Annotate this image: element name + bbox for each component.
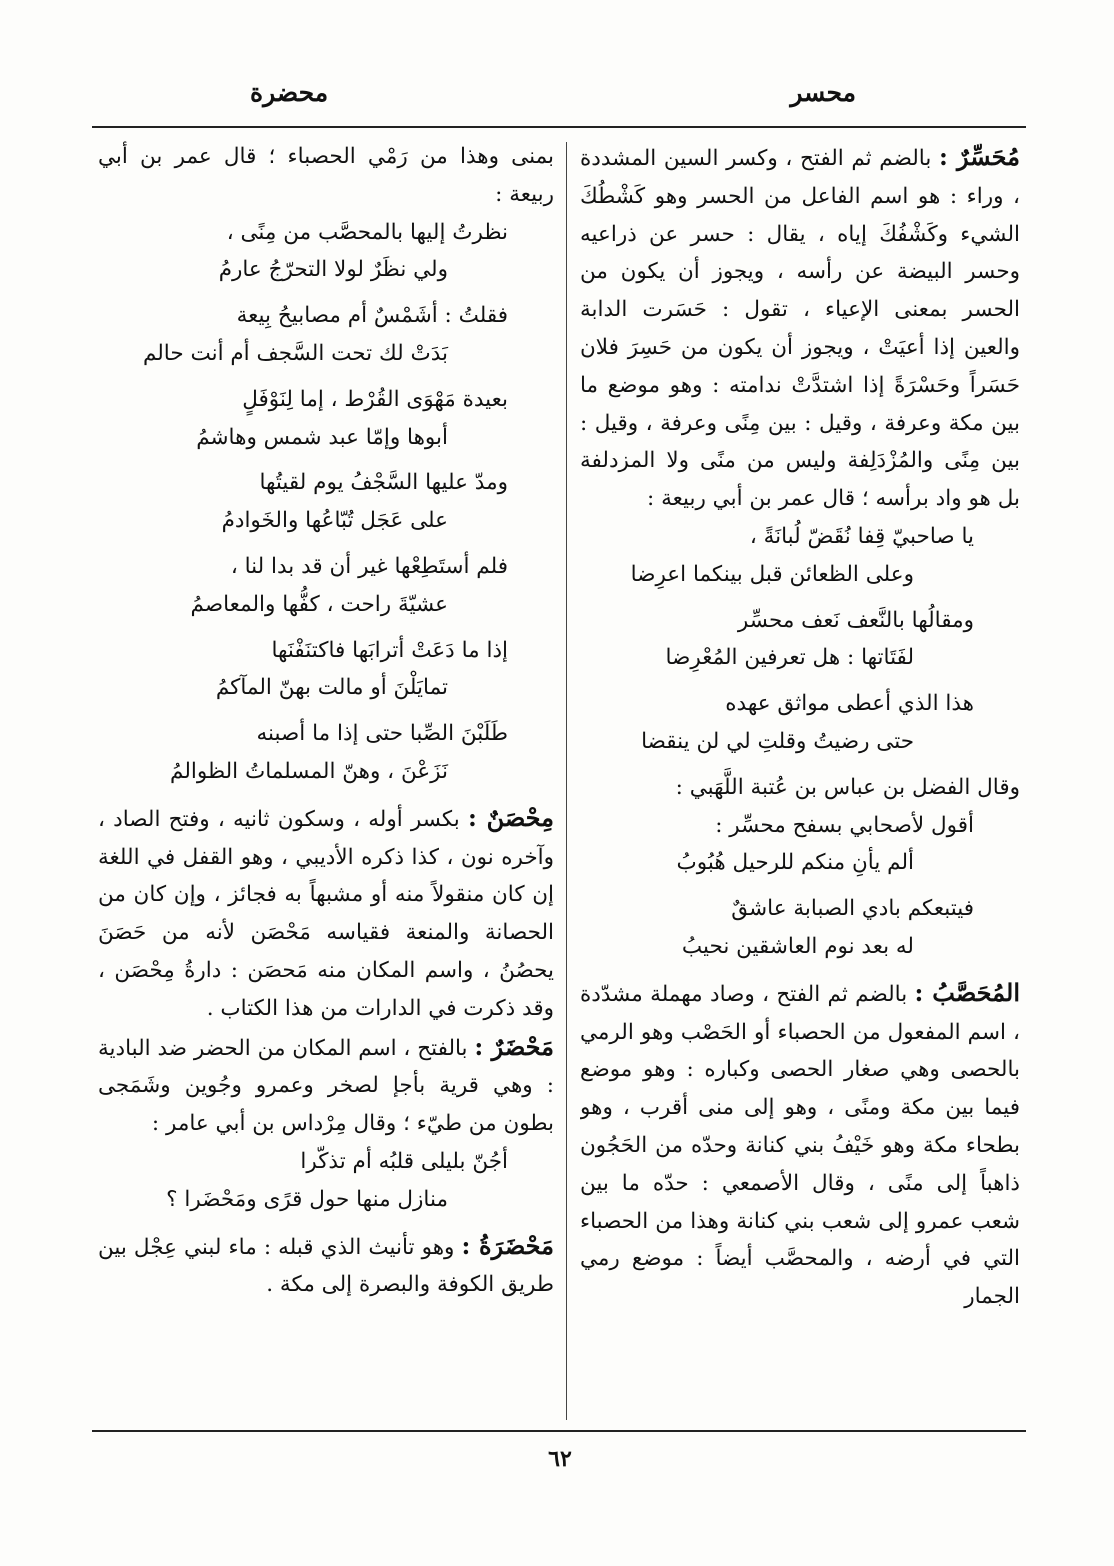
verse-gap — [580, 882, 1020, 890]
entry-headword: مَحْضَرَةُ : — [461, 1230, 554, 1260]
verse-line: نظرتُ إليها بالمحصَّب من مِنًى ، — [226, 219, 508, 245]
poem-verse — [98, 214, 554, 290]
verse-gap — [580, 761, 1020, 769]
verse-gap — [98, 373, 554, 381]
dictionary-entry — [580, 138, 1020, 518]
poem-verse — [580, 602, 1020, 678]
entry-headword: مَحْضَرٌ : — [474, 1031, 554, 1061]
running-header-right: محسر — [790, 78, 856, 107]
poem-verse — [98, 381, 554, 457]
poem-verse — [580, 518, 1020, 594]
poem-verse — [98, 715, 554, 791]
entry-text: وهو تأنيث الذي قبله : ماء لبني عِجْل بين طريق الكوفة والبصرة إلى مكة . — [98, 1234, 554, 1298]
verse-gap — [580, 966, 1020, 974]
top-rule — [92, 126, 1026, 128]
verse-line: تمايَلْنَ أو مالت بهنّ المآكمُ — [215, 675, 448, 701]
paragraph: وقال الفضل بن عباس بن عُتبة اللَّهَبي : — [675, 774, 1020, 800]
poem-verse — [580, 807, 1020, 883]
running-header-left: محضرة — [250, 78, 329, 107]
entry-text: بالفتح ، اسم المكان من الحضر ضد البادية : وهي قرية بأجإ لصخر وعمرو وجُوين وشَمَجى بطون من طيّء ؛ وقال مِرْداس بن أبي عامر : — [98, 1035, 554, 1137]
verse-gap — [580, 677, 1020, 685]
verse-line: ولي نظَرٌ لولا التحرّجُ عارمُ — [218, 257, 448, 283]
verse-line: حتى رضيتُ وقلتِ لي لن ينقضا — [641, 728, 914, 754]
verse-gap — [98, 791, 554, 799]
verse-gap — [98, 289, 554, 297]
page-number: ٦٢ — [548, 1446, 572, 1472]
poem-verse — [580, 685, 1020, 761]
paragraph: بمنى وهذا من رَمْي الحصباء ؛ قال عمر بن أبي ربيعة : — [98, 144, 554, 207]
verse-gap — [98, 540, 554, 548]
verse-line: عشيّةَ راحت ، كفُّها والمعاصمُ — [190, 591, 448, 617]
verse-line: إذا ما دَعَتْ أترابَها فاكتنَفْنَها — [271, 637, 508, 663]
poem-verse — [580, 890, 1020, 966]
bottom-rule — [92, 1430, 1026, 1432]
dictionary-entry — [98, 799, 554, 1028]
poem-verse — [98, 548, 554, 624]
entry-text: بالضم ثم الفتح ، وصاد مهملة مشدّدة ، اسم المفعول من الحصباء أو الحَصْب وهو الرمي بالحصى وهي صغار الحصى وكباره : وهو موضع فيما بين مكة ومنًى ، وهو إلى منى أقرب ، وهو بطحاء مكة وهو خَيْفُ بني كنانة وحدّه من الحَجُون ذاهباً إلى منًى ، وقال الأصمعي : حدّه ما بين شعب عمرو إلى شعب بني كنانة وهذا من الحصباء التي في أرضه ، والمحصَّب أيضاً : موضع رمي الجمار — [580, 981, 1020, 1310]
dictionary-entry — [98, 1227, 554, 1305]
verse-line: بَدَتْ لك تحت السَّجف أم أنت حالم — [142, 340, 448, 366]
verse-line: له بعد نوم العاشقين نحيبُ — [681, 933, 914, 959]
verse-line: أقول لأصحابي بسفح محسِّر : — [715, 812, 974, 838]
verse-line: طَلَبْنَ الصِّبا حتى إذا ما أصبنه — [256, 721, 508, 747]
verse-line: منازل منها حول قرًى ومَحْضَرا ؟ — [166, 1186, 448, 1212]
left-column — [98, 138, 554, 1423]
dictionary-entry — [580, 974, 1020, 1316]
verse-line: فيتبعكم بادي الصبابة عاشقٌ — [731, 896, 974, 922]
verse-line: بعيدة مَهْوَى القُرْط ، إما لِنَوْفَلٍ — [242, 386, 508, 412]
poem-verse — [98, 297, 554, 373]
verse-line: يا صاحبيّ قِفا نُقَضّ لُبانَةً ، — [749, 523, 974, 549]
poem-verse — [98, 1143, 554, 1219]
verse-gap — [98, 707, 554, 715]
verse-line: ألم يأنِ منكم للرحيل هُبُوبُ — [676, 850, 914, 876]
dictionary-entry — [98, 1028, 554, 1143]
poem-verse — [98, 632, 554, 708]
verse-gap — [98, 456, 554, 464]
right-column — [580, 138, 1020, 1423]
entry-text: بالضم ثم الفتح ، وكسر السين المشددة ، وراء : هو اسم الفاعل من الحسر وهو كَشْطُكَ الشيء وكَشْفُكَ إياه ، يقال : حسر عن ذراعيه وحسر البيضة عن رأسه ، ويجوز أن يكون من الحسر بمعنى الإعياء ، تقول : حَسَرت الدابة والعين إذا أعيَتْ ، ويجوز أن يكون من حَسِرَ فلان حَسَراً وحَسْرَةً إذا اشتدَّتْ ندامته : وهو موضع ما بين مكة وعرفة ، وقيل : بين مِنًى وعرفة ، وقيل : بين مِنًى والمُزْدَلِفة وليس من منًى ولا المزدلفة بل هو واد برأسه ؛ قال عمر بن أبي ربيعة : — [580, 146, 1020, 512]
verse-gap — [98, 1219, 554, 1227]
verse-line: لفَتَاتها : هل تعرفين المُعْرِضا — [665, 645, 914, 671]
entry-headword: مِحْصَنٌ : — [467, 802, 554, 832]
verse-gap — [98, 624, 554, 632]
verse-line: فلم أستَطِعْها غير أن قد بدا لنا ، — [230, 553, 508, 579]
verse-line: على عَجَل تُبّاعُها والخَوادمُ — [221, 508, 448, 534]
verse-line: أبوها وإمّا عبد شمس وهاشمُ — [196, 424, 448, 450]
entry-headword: المُحَصَّبُ : — [914, 977, 1020, 1007]
verse-gap — [580, 594, 1020, 602]
column-divider — [566, 142, 567, 1420]
poem-verse — [98, 464, 554, 540]
verse-line: فقلتُ : أشَمْسٌ أم مصابيحُ بِيعة — [236, 303, 508, 329]
verse-line: نَزَعْنَ ، وهنّ المسلماتُ الظوالمُ — [170, 758, 448, 784]
verse-line: وعلى الظعائن قبل بينكما اعرِضا — [630, 561, 914, 587]
entry-headword: مُحَسِّرٌ : — [938, 142, 1020, 171]
verse-line: أجُنّ بليلى قلبُه أم تذكّرا — [300, 1148, 508, 1174]
verse-line: هذا الذي أعطى مواثق عهده — [725, 691, 974, 717]
verse-line: ومدّ عليها السَّجْفُ يوم لقيتُها — [259, 470, 508, 496]
entry-text: بكسر أوله ، وسكون ثانيه ، وفتح الصاد ، وآخره نون ، كذا ذكره الأديبي ، وهو القفل في اللغة إن كان منقولاً منه أو مشبهاً به فجائز ، وإن كان من الحصانة والمنعة فقياسه مَحْصَن لأنه من حَصَنَ يحصُنُ ، واسم المكان منه مَحصَن : دارةُ مِحْصَن ، وقد ذكرت في الدارات من هذا الكتاب . — [98, 806, 554, 1021]
verse-line: ومقالُها بالنَّعف نَعف محسِّر — [737, 607, 974, 633]
